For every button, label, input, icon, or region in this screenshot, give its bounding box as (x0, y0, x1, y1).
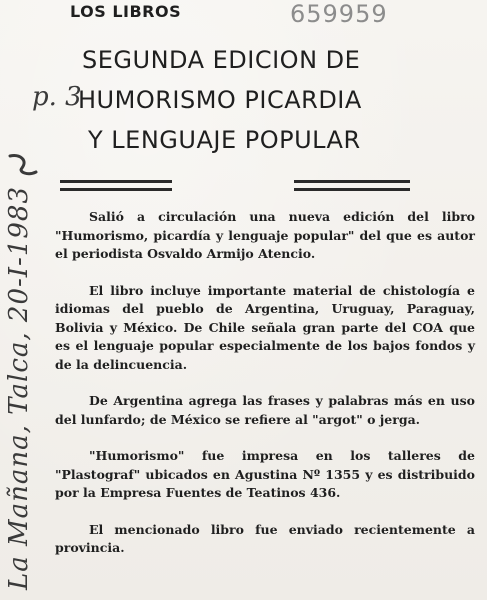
divider-rule (60, 180, 172, 183)
article-paragraph: Salió a circulación una nueva edición del libro "Humorismo, picardía y lenguaje popular" del que es autor el periodista Osvaldo Armijo Atencio. (55, 209, 475, 261)
divider-rule (294, 180, 410, 183)
section-label: LOS LIBROS (70, 2, 182, 21)
headline-line-1: SEGUNDA EDICION DE (82, 46, 361, 74)
divider-rule (60, 188, 172, 191)
article-paragraph: De Argentina agrega las frases y palabras más en uso del lunfardo; de México se refiere al "argot" o jerga. (55, 393, 475, 427)
headline-line-3: Y LENGUAJE POPULAR (88, 126, 361, 154)
article-paragraph: El mencionado libro fue enviado recientemente a provincia. (55, 521, 475, 555)
article-paragraph: "Humorismo" fue impresa en los talleres de "Plastograf" ubicados en Agustina Nº 1355 y es distribuido por la Empresa Fuentes de Teatinos 436. (55, 448, 475, 500)
handwritten-mark-icon (6, 150, 46, 190)
handwritten-page-note: p. 3 (32, 82, 82, 112)
headline-line-2: HUMORISMO PICARDIA (78, 86, 362, 114)
article-paragraph: El libro incluye importante material de chistología e idiomas del pueblo de Argentina, Uruguay, Paraguay, Bolivia y México. De Chile señala gran parte del COA que es el lenguaje popular especialmente de los bajos fondos y de la delincuencia. (55, 282, 475, 372)
handwritten-margin-note: La Mañana, Talca, 20-I-1983 (4, 186, 34, 590)
divider-rule (294, 188, 410, 191)
reference-number: 659959 (290, 0, 388, 28)
article-body (55, 208, 475, 576)
headline (78, 40, 398, 160)
